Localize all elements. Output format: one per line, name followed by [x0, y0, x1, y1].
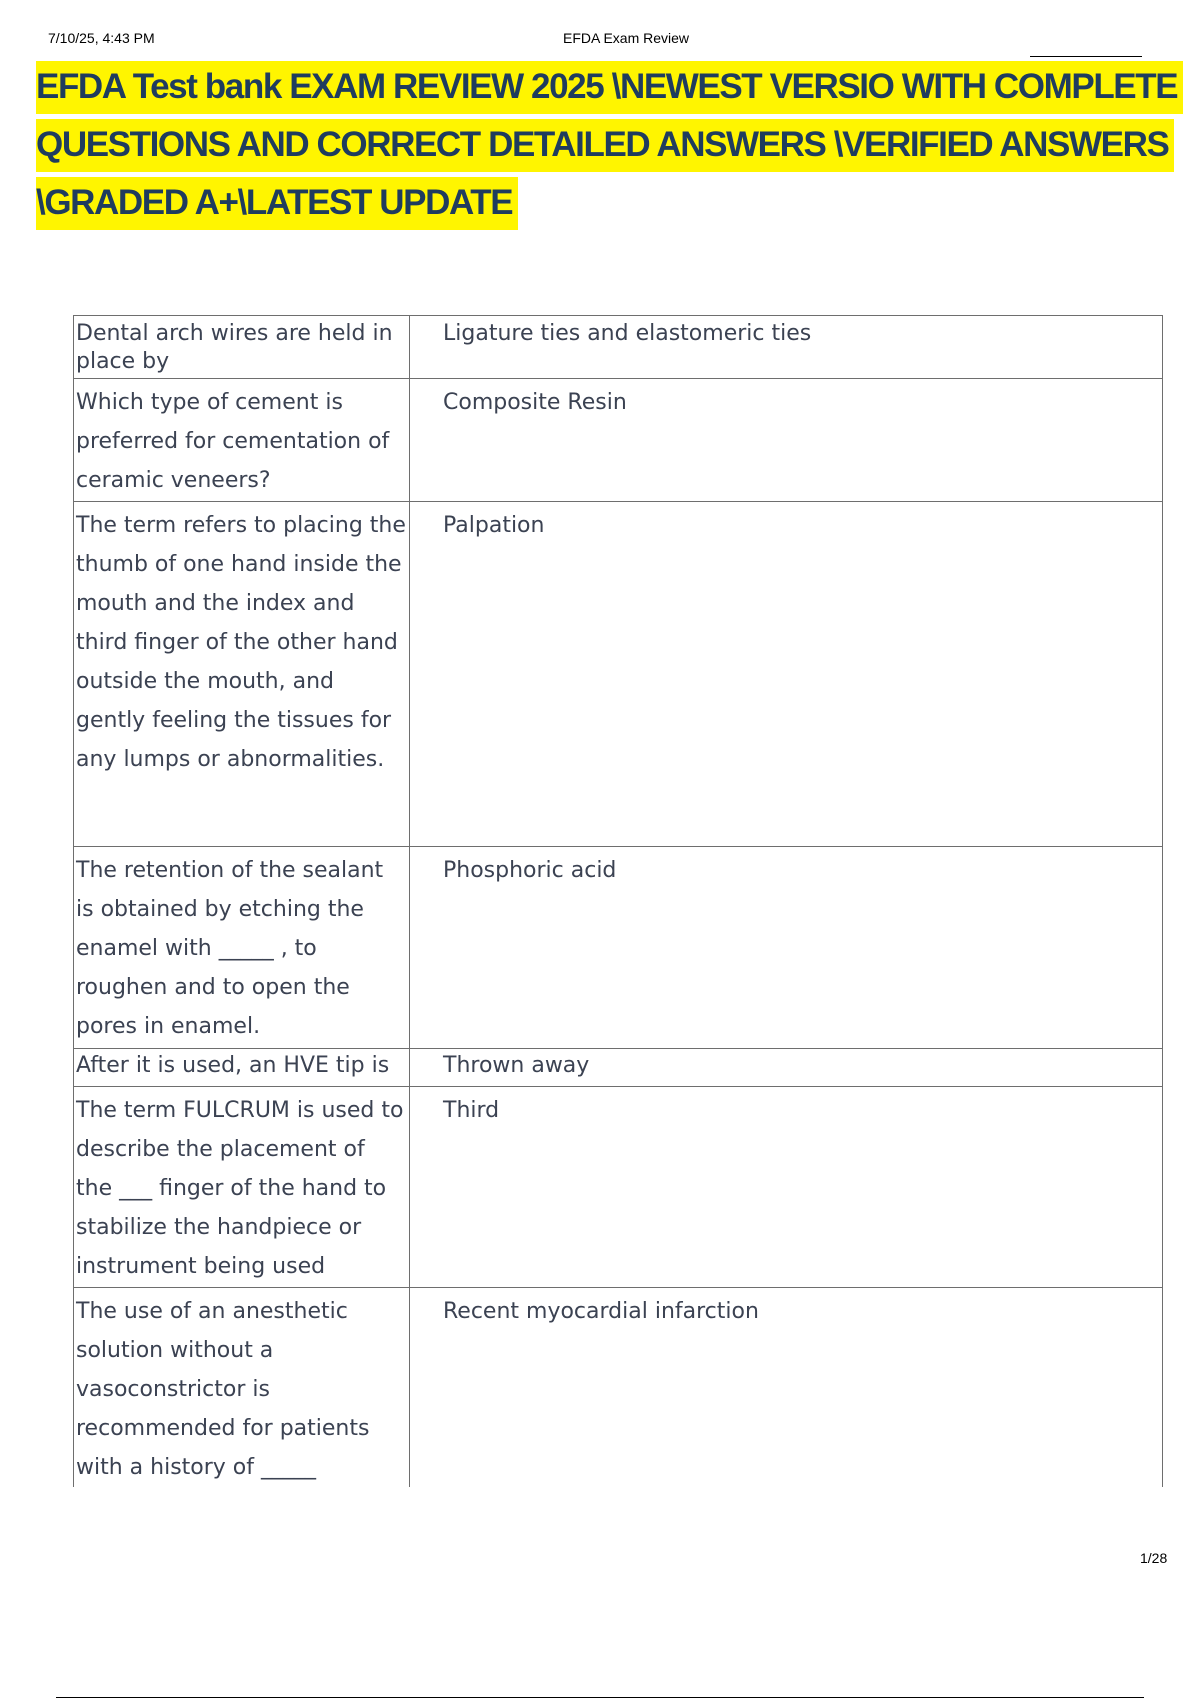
document-title: [36, 58, 1186, 232]
print-date: 7/10/25, 4:43 PM: [48, 30, 155, 46]
question-cell: The use of an anesthetic solution without a vasoconstrictor is recommended for patients with a history of _____: [74, 1288, 410, 1488]
document-title-text: EFDA Test bank EXAM REVIEW 2025 \NEWEST VERSIO WITH COMPLETE QUESTIONS AND CORRECT DETAILED ANSWERS \VERIFIED ANSWERS \GRADED A+\LATEST UPDATE: [36, 61, 1183, 230]
answer-cell: Thrown away: [410, 1049, 1163, 1087]
question-cell: The term FULCRUM is used to describe the placement of the ___ finger of the hand to stabilize the handpiece or instrument being used: [74, 1087, 410, 1288]
table-row: [74, 379, 1163, 502]
page-number: 1/28: [1140, 1550, 1168, 1566]
question-cell: Which type of cement is preferred for cementation of ceramic veneers?: [74, 379, 410, 502]
question-cell: The term refers to placing the thumb of one hand inside the mouth and the index and third finger of the other hand outside the mouth, and gently feeling the tissues for any lumps or abnormalities.: [74, 502, 410, 847]
print-header: [0, 30, 1200, 50]
question-cell: After it is used, an HVE tip is: [74, 1049, 410, 1087]
answer-cell: Recent myocardial infarction: [410, 1288, 1163, 1488]
question-cell: Dental arch wires are held in place by: [74, 316, 410, 379]
table-row: [74, 316, 1163, 379]
answer-cell: Palpation: [410, 502, 1163, 847]
answer-cell: Third: [410, 1087, 1163, 1288]
table-row: [74, 1049, 1163, 1087]
qa-table: [73, 315, 1163, 1487]
footer-rule: [56, 1697, 1144, 1698]
table-row: [74, 1288, 1163, 1488]
table-row: [74, 847, 1163, 1049]
header-rule: [1030, 56, 1142, 57]
question-cell: The retention of the sealant is obtained by etching the enamel with _____ , to roughen and to open the pores in enamel.: [74, 847, 410, 1049]
print-title: EFDA Exam Review: [563, 30, 690, 46]
answer-cell: Composite Resin: [410, 379, 1163, 502]
answer-cell: Ligature ties and elastomeric ties: [410, 316, 1163, 379]
table-row: [74, 502, 1163, 847]
answer-cell: Phosphoric acid: [410, 847, 1163, 1049]
table-row: [74, 1087, 1163, 1288]
